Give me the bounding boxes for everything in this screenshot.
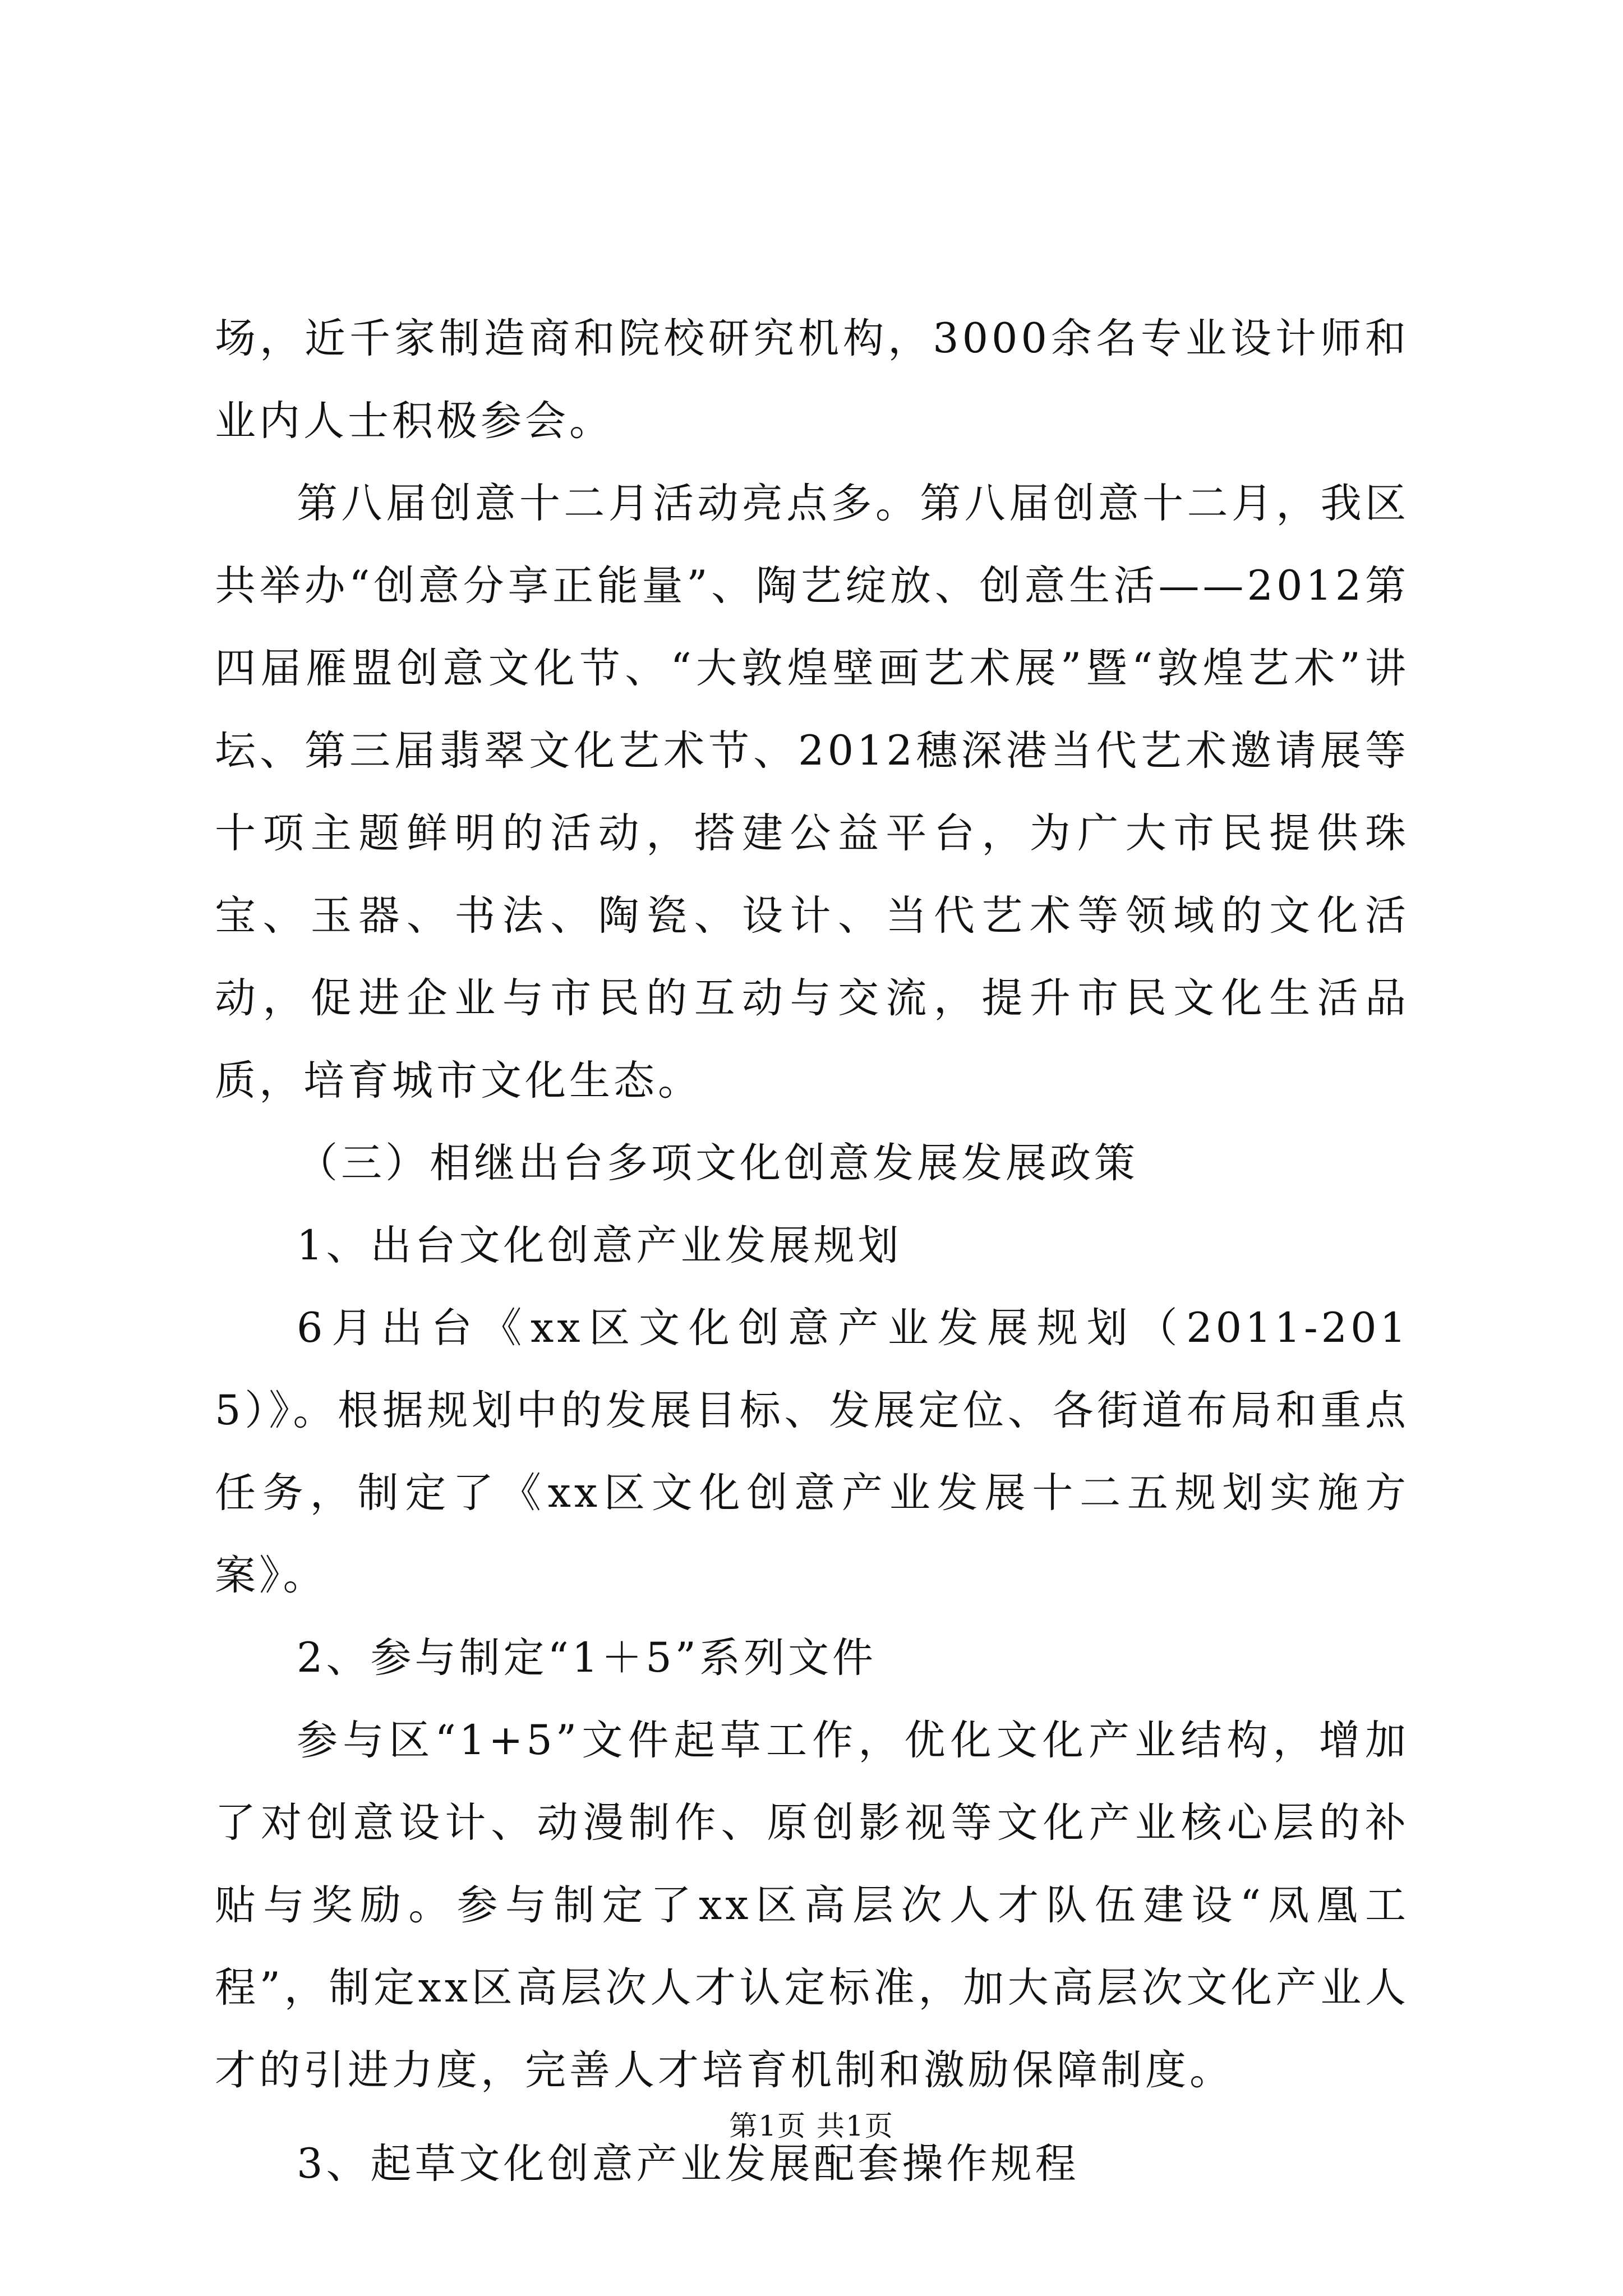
subheading-procedures: 3、起草文化创意产业发展配套操作规程 <box>297 2140 1080 2188</box>
paragraph-continuation: 场，近千家制造商和院校研究机构，3000余名专业设计师和业内人士积极参会。 <box>215 315 1409 445</box>
subheading-plan: 1、出台文化创意产业发展规划 <box>297 1222 902 1269</box>
page-footer: 第1页 共1页 <box>729 2110 894 2142</box>
paragraph-creative-december: 第八届创意十二月活动亮点多。第八届创意十二月，我区共举办“创意分享正能量”、陶艺绽放、创意生活——2012第四届雁盟创意文化节、“大敦煌壁画艺术展”暨“敦煌艺术”讲坛、第三届翡翠文化艺术节、2012穗深港当代艺术邀请展等十项主题鲜明的活动，搭建公益平台，为广大市民提供珠宝、玉器、书法、陶瓷、设计、当代艺术等领域的文化活动，促进企业与市民的互动与交流，提升市民文化生活品质，培育城市文化生态。 <box>215 480 1409 1105</box>
subheading-documents: 2、参与制定“1＋5”系列文件 <box>297 1634 877 1682</box>
paragraph-plan: 6月出台《xx区文化创意产业发展规划（2011-2015）》。根据规划中的发展目标、发展定位、各街道布局和重点任务，制定了《xx区文化创意产业发展十二五规划实施方案》。 <box>215 1304 1409 1599</box>
section-heading-policies: （三）相继出台多项文化创意发展发展政策 <box>297 1139 1138 1187</box>
paragraph-documents: 参与区“1+5”文件起草工作，优化文化产业结构，增加了对创意设计、动漫制作、原创影视等文化产业核心层的补贴与奖励。参与制定了xx区高层次人才队伍建设“凤凰工程”，制定xx区高层次人才认定标准，加大高层次文化产业人才的引进力度，完善人才培育机制和激励保障制度。 <box>215 1717 1409 2094</box>
document-body <box>215 297 1409 2205</box>
